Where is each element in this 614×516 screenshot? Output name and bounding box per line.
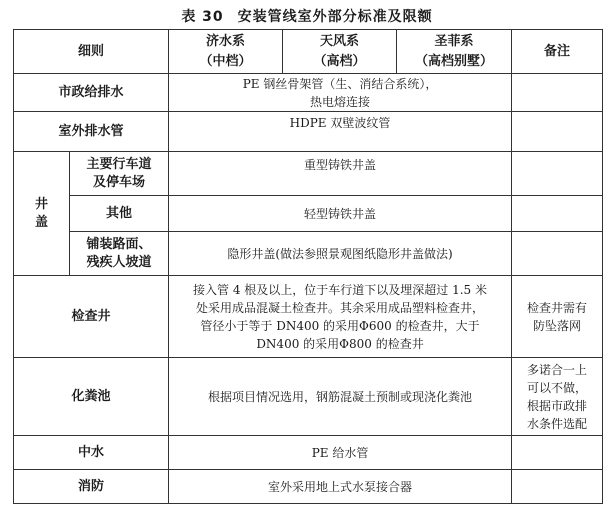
table-row [14, 276, 603, 358]
row-label-drain: 室外排水管 [14, 112, 169, 152]
table-row [14, 436, 603, 470]
table-row [14, 358, 603, 436]
cell-fire: 室外采用地上式水泵接合器 [169, 470, 512, 504]
header-tianfeng-grade: （高档） [313, 53, 366, 69]
table-title [0, 6, 614, 26]
remark-reclaimed [512, 436, 603, 470]
table-caption: 安装管线室外部分标准及限额 [237, 9, 433, 25]
row-label-fire: 消防 [14, 470, 169, 504]
row-label-other: 其他 [70, 196, 169, 232]
header-jishui-name: 济水系 [206, 33, 246, 49]
cell-paved: 隐形井盖(做法参照景观图纸隐形井盖做法) [169, 232, 512, 276]
row-label-septic: 化粪池 [14, 358, 169, 436]
table-header-row [14, 30, 603, 74]
header-shengfei-grade: （高档别墅） [415, 53, 494, 69]
remark-drain [512, 112, 603, 152]
cell-septic: 根据项目情况选用，钢筋混凝土预制或现浇化粪池 [169, 358, 512, 436]
table-row [14, 196, 603, 232]
table-row [14, 470, 603, 504]
header-tianfeng-name: 天风系 [320, 33, 360, 49]
standards-table [13, 29, 603, 504]
cell-reclaimed: PE 给水管 [169, 436, 512, 470]
remark-inspection: 检查井需有 防坠落网 [512, 276, 603, 358]
row-label-manhole: 井 盖 [14, 152, 70, 276]
table-row [14, 74, 603, 112]
header-jishui [169, 30, 283, 74]
table-row [14, 152, 603, 196]
cell-municipal: PE 钢丝骨架管（生、消结合系统）， 热电熔连接 [169, 74, 512, 112]
table-number: 表 30 [181, 9, 224, 25]
header-jishui-grade: （中档） [199, 53, 252, 69]
header-shengfei [397, 30, 512, 74]
cell-main-road: 重型铸铁井盖 [169, 152, 512, 196]
cell-inspection: 接入管 4 根及以上，位于车行道下以及埋深超过 1.5 米 处采用成品混凝土检查井。其余采用成品塑料检查井， 管径小于等于 DN400 的采用Φ600 的检查井，大于 DN400 的采用Φ800 的检查井 [169, 276, 512, 358]
header-remark: 备注 [512, 30, 603, 74]
table-row [14, 232, 603, 276]
cell-other: 轻型铸铁井盖 [169, 196, 512, 232]
remark-fire [512, 470, 603, 504]
table-row [14, 112, 603, 152]
remark-paved [512, 232, 603, 276]
header-shengfei-name: 圣菲系 [434, 33, 474, 49]
remark-municipal [512, 74, 603, 112]
row-label-main-road: 主要行车道 及停车场 [70, 152, 169, 196]
remark-septic: 多诺合一上 可以不做， 根据市政排 水条件选配 [512, 358, 603, 436]
row-label-reclaimed: 中水 [14, 436, 169, 470]
remark-main-road [512, 152, 603, 196]
row-label-inspection: 检查井 [14, 276, 169, 358]
cell-drain: HDPE 双壁波纹管 [169, 112, 512, 152]
header-detail: 细则 [14, 30, 169, 74]
row-label-paved: 铺装路面、 残疾人坡道 [70, 232, 169, 276]
row-label-municipal: 市政给排水 [14, 74, 169, 112]
remark-other [512, 196, 603, 232]
header-tianfeng [283, 30, 397, 74]
